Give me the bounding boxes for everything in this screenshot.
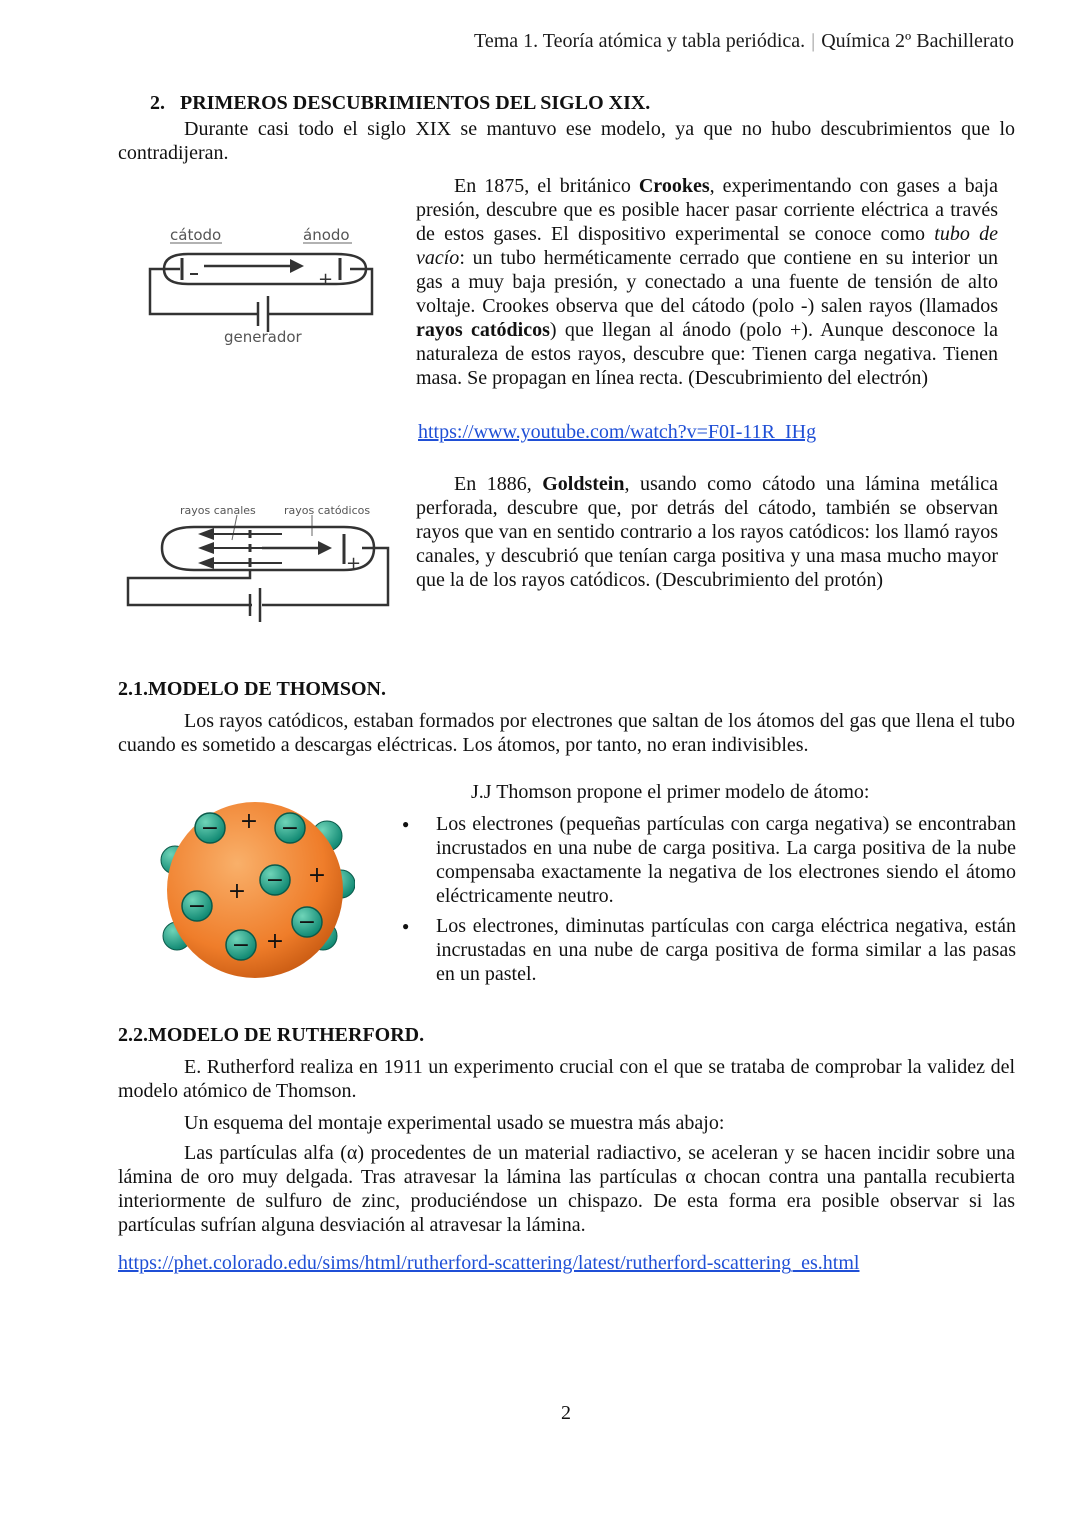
youtube-link[interactable]: https://www.youtube.com/watch?v=F0I-11R_IHg xyxy=(418,421,817,443)
section-2-intro: Durante casi todo el siglo XIX se mantuvo ese modelo, ya que no hubo descubrimientos que lo contradijeran. xyxy=(118,118,1015,164)
cathodic-rays-label: rayos catódicos xyxy=(284,504,371,517)
cathode-rays-term: rayos catódicos xyxy=(416,319,550,341)
thomson-bullet-2: ● Los electrones, diminutas partículas con carga eléctrica negativa, están incrustadas en una nube de carga positiva de forma similar a las pasas en un pastel. xyxy=(398,914,1016,986)
crookes-text-4: ) que llegan al ánodo (polo +). Aunque desconoce la naturaleza de estos rayos, descubre que: Tienen carga negativa. Tienen masa. Se propagan en línea recta. (Descubrimiento del electrón) xyxy=(416,319,998,389)
section-2-number: 2. xyxy=(150,92,165,114)
cathode-label: cátodo xyxy=(170,226,222,244)
goldstein-text-1: En 1886, xyxy=(454,473,543,495)
thomson-lead: J.J Thomson propone el primer modelo de átomo: xyxy=(471,781,870,803)
rutherford-heading: 2.2.MODELO DE RUTHERFORD. xyxy=(118,1024,425,1046)
goldstein-text-2: , usando como cátodo una lámina metálica perforada, descubre que, por detrás del cátodo, también se observan rayos que van en sentido contrario a los rayos catódicos: los llamó rayos canales, y descubrió que tenían carga positiva y una masa mucho mayor que la de los rayos catódicos. (Descubrimiento del protón) xyxy=(416,473,998,591)
generator-label: generador xyxy=(224,328,302,346)
canal-rays-label: rayos canales xyxy=(180,504,256,517)
header-right: Química 2º Bachillerato xyxy=(821,30,1014,52)
crookes-name: Crookes xyxy=(638,175,710,197)
svg-text:+: + xyxy=(227,879,247,904)
page-number: 2 xyxy=(561,1402,571,1424)
header-separator: | xyxy=(811,30,816,52)
rutherford-paragraph-1: E. Rutherford realiza en 1911 un experimento crucial con el que se trataba de comprobar la validez del modelo atómico de Thomson. xyxy=(118,1056,1015,1102)
anode-label: ánodo xyxy=(303,226,350,244)
goldstein-tube-diagram xyxy=(122,500,402,626)
svg-text:+: + xyxy=(307,863,327,888)
crookes-paragraph xyxy=(416,174,998,390)
section-2-title: PRIMEROS DESCUBRIMIENTOS DEL SIGLO XIX. xyxy=(180,92,651,114)
crookes-tube-diagram xyxy=(140,222,380,352)
vacuum-tube-term: tubo de vacío xyxy=(416,223,998,269)
page-header xyxy=(474,30,1014,53)
svg-text:+: + xyxy=(346,553,362,574)
thomson-heading: 2.1.MODELO DE THOMSON. xyxy=(118,678,386,700)
svg-text:−: − xyxy=(265,868,285,893)
svg-text:+: + xyxy=(239,809,259,834)
thomson-bullet-list xyxy=(398,812,1016,992)
thomson-bullet-1: ● Los electrones (pequeñas partículas con carga negativa) se encontraban incrustados en una nube de carga positiva. La carga positiva de la nube compensaba exactamente la negativa de los electrones siendo el átomo eléctricamente neutro. xyxy=(398,812,1016,908)
goldstein-name: Goldstein xyxy=(542,473,625,495)
svg-text:−: − xyxy=(187,894,207,919)
thomson-intro: Los rayos catódicos, estaban formados por electrones que saltan de los átomos del gas que llena el tubo cuando es sometido a descargas eléctricas. Los átomos, por tanto, no eran indivisibles. xyxy=(118,710,1015,756)
crookes-text-3: : un tubo herméticamente cerrado que contiene en su interior un gas a muy baja presión, y conectado a una fuente de tensión de alto voltaje. Crookes observa que del cátodo (polo -) salen rayos (llamados xyxy=(416,247,998,317)
svg-text:−: − xyxy=(231,933,251,958)
svg-text:−: − xyxy=(200,816,220,841)
svg-text:+: + xyxy=(265,929,285,954)
svg-text:+: + xyxy=(318,269,334,290)
header-left: Tema 1. Teoría atómica y tabla periódica. xyxy=(474,30,806,52)
section-2-heading xyxy=(150,92,650,115)
phet-link[interactable]: https://phet.colorado.edu/sims/html/rutherford-scattering/latest/rutherford-scattering_es.html xyxy=(118,1252,860,1274)
goldstein-paragraph xyxy=(416,472,998,592)
crookes-text-1: En 1875, el británico xyxy=(454,175,639,197)
crookes-text-2: , experimentando con gases a baja presión, descubre que es posible hacer pasar corriente eléctrica a través de estos gases. El dispositivo experimental se conoce como xyxy=(416,175,998,245)
thomson-atom-diagram xyxy=(155,788,355,983)
svg-text:−: − xyxy=(280,816,300,841)
rutherford-paragraph-2: Un esquema del montaje experimental usado se muestra más abajo: xyxy=(184,1112,725,1134)
rutherford-paragraph-3: Las partículas alfa (α) procedentes de un material radiactivo, se aceleran y se hacen incidir sobre una lámina de oro muy delgada. Tras atravesar la lámina las partículas α chocan contra una pantalla recubierta interiormente de sulfuro de zinc, produciéndose un chispazo. De esta forma era posible observar si las partículas sufrían alguna desviación al atravesar la lámina. xyxy=(118,1142,1015,1236)
svg-text:−: − xyxy=(297,910,317,935)
